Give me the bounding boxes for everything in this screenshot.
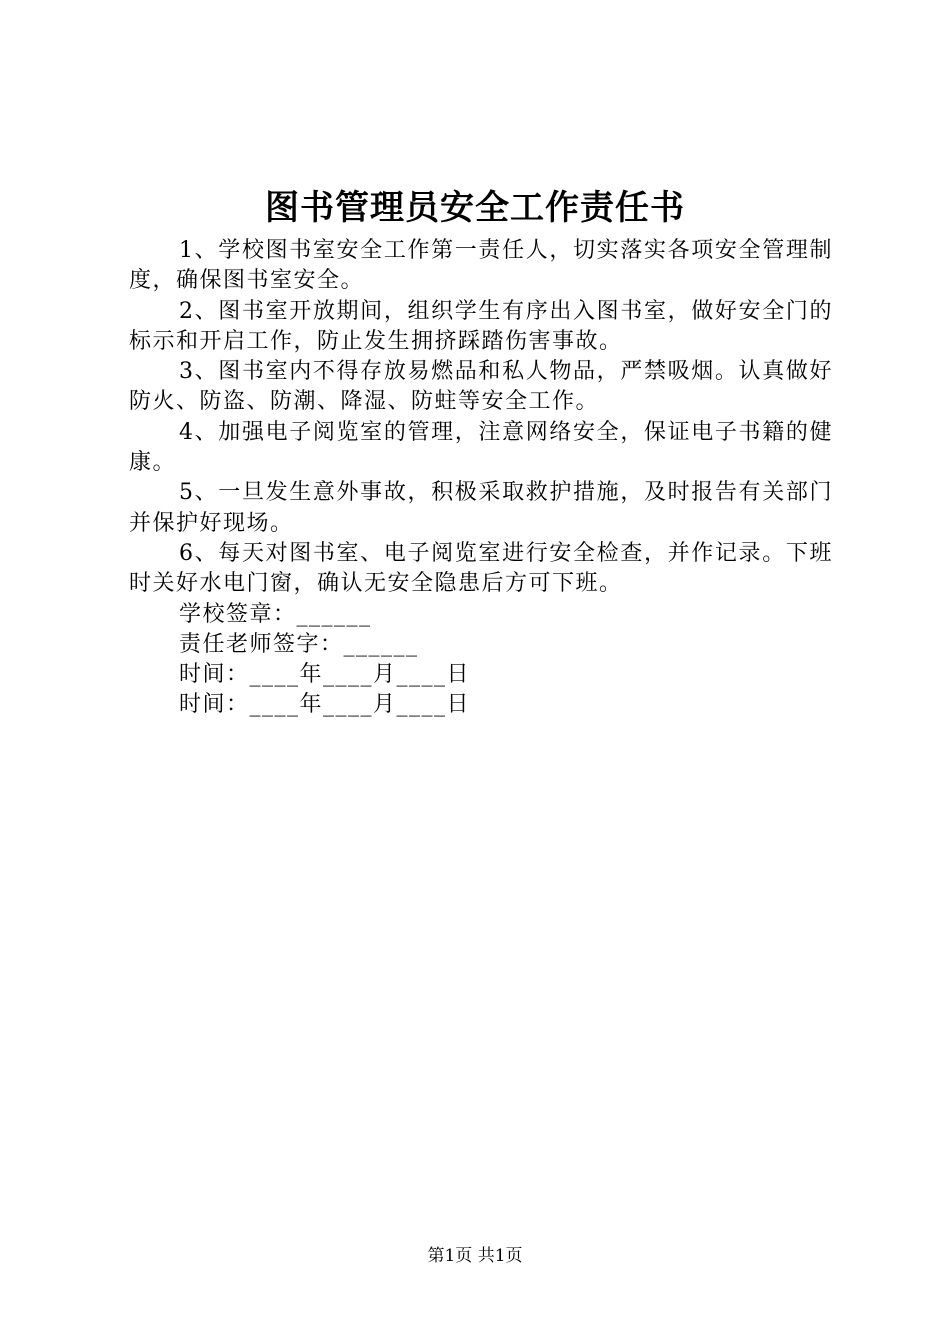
clause-3: 3、图书室内不得存放易燃品和私人物品，严禁吸烟。认真做好防火、防盗、防潮、降湿、防蛀等安全工作。 xyxy=(129,359,833,415)
clause-4: 4、加强电子阅览室的管理，注意网络安全，保证电子书籍的健康。 xyxy=(129,419,833,476)
date-line-2: 时间：____年____月____日 xyxy=(179,692,471,718)
clause-5: 5、一旦发生意外事故，积极采取救护措施，及时报告有关部门并保护好现场。 xyxy=(129,480,833,536)
document-body xyxy=(129,236,833,721)
date-line-1: 时间：____年____月____日 xyxy=(179,662,471,688)
clause-6: 6、每天对图书室、电子阅览室进行安全检查，并作记录。下班时关好水电门窗，确认无安全隐患后方可下班。 xyxy=(129,540,833,597)
clause-2: 2、图书室开放期间，组织学生有序出入图书室，做好安全门的标示和开启工作，防止发生拥挤踩踏伤害事故。 xyxy=(129,298,833,354)
document-title: 图书管理员安全工作责任书 xyxy=(265,188,685,228)
school-seal-line: 学校签章：______ xyxy=(179,601,372,627)
clause-1: 1、学校图书室安全工作第一责任人，切实落实各项安全管理制度，确保图书室安全。 xyxy=(129,238,833,294)
teacher-signature-line: 责任老师签字：______ xyxy=(179,631,419,657)
page-footer: 第1页 共1页 xyxy=(427,1246,523,1266)
